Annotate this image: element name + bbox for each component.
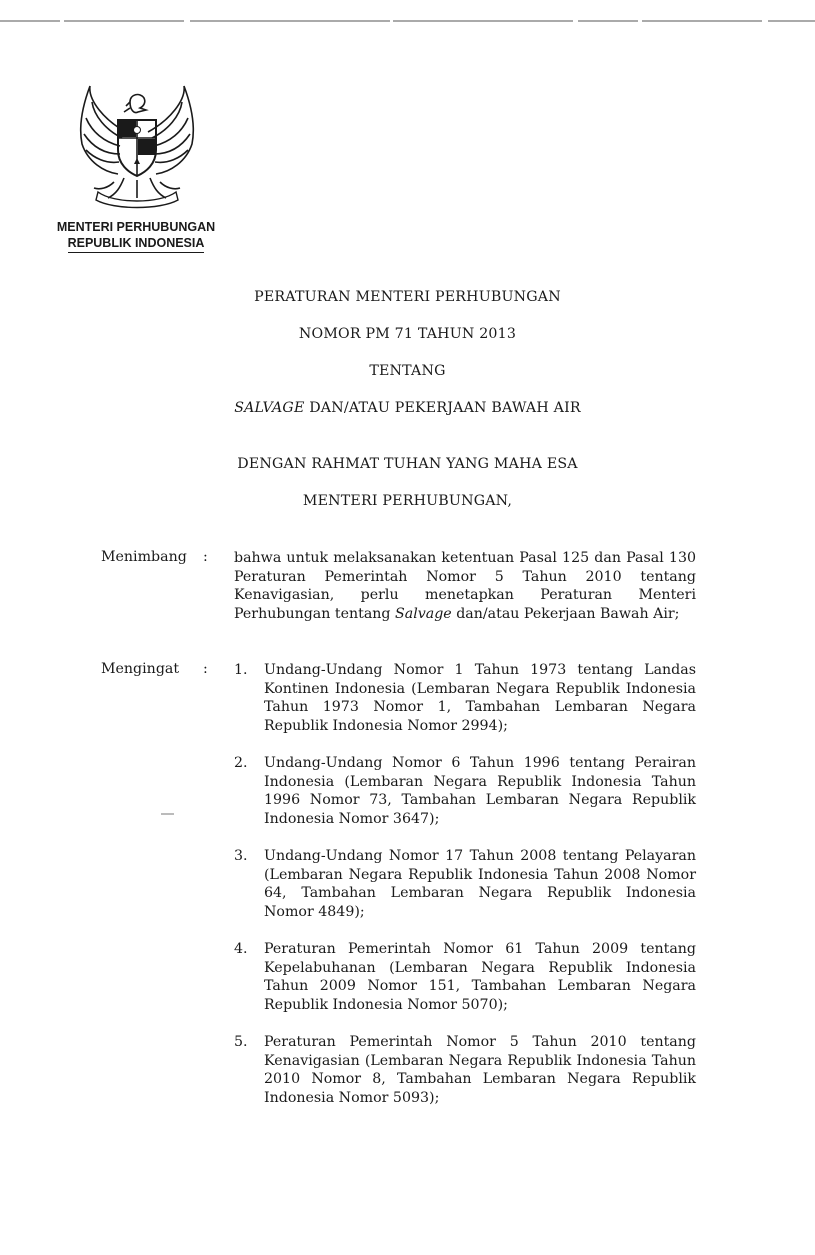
list-item bbox=[234, 1033, 696, 1107]
official-line: MENTERI PERHUBUNGAN, bbox=[302, 493, 513, 509]
item-text: Undang-Undang Nomor 6 Tahun 1996 tentang Perairan Indonesia (Lembaran Negara Republik Indonesia Tahun 1996 Nomor 73, Tambahan Lembaran Negara Republik Indonesia Nomor 3647); bbox=[264, 755, 696, 827]
subject-rest: DAN/ATAU PEKERJAAN BAWAH AIR bbox=[304, 400, 581, 416]
ministry-name: MENTERI PERHUBUNGAN bbox=[56, 220, 216, 234]
menimbang-text-italic: Salvage bbox=[395, 605, 452, 622]
item-text: Peraturan Pemerintah Nomor 5 Tahun 2010 tentang Kenavigasian (Lembaran Negara Republik Indonesia Tahun 2010 Nomor 8, Tambahan Lembaran Negara Republik Indonesia Nomor 5093); bbox=[264, 1034, 696, 1106]
list-item bbox=[234, 661, 696, 735]
list-item bbox=[234, 847, 696, 921]
scan-speck bbox=[161, 813, 174, 815]
subject-italic: SALVAGE bbox=[234, 400, 305, 416]
mengingat-label: Mengingat bbox=[101, 661, 180, 677]
menimbang-label: Menimbang bbox=[101, 549, 187, 565]
scan-edge-line bbox=[0, 20, 815, 22]
item-text: Undang-Undang Nomor 17 Tahun 2008 tentang Pelayaran (Lembaran Negara Republik Indonesia Tahun 2008 Nomor 64, Tambahan Lembaran Negara Republik Indonesia Nomor 4849); bbox=[264, 848, 696, 920]
ministry-letterhead bbox=[46, 219, 226, 253]
regulation-title: PERATURAN MENTERI PERHUBUNGAN bbox=[254, 289, 561, 305]
menimbang-text-part1: bahwa untuk melaksanakan ketentuan Pasal 125 dan Pasal 130 Peraturan Pemerintah Nomor 5 Tahun 2010 tentang Kenavigasian, perlu menetapkan Peraturan Menteri Perhubungan tentang bbox=[234, 550, 696, 622]
garuda-pancasila-icon bbox=[74, 80, 200, 216]
item-text: Peraturan Pemerintah Nomor 61 Tahun 2009 tentang Kepelabuhanan (Lembaran Negara Republik Indonesia Tahun 2009 Nomor 151, Tambahan Lembaran Negara Republik Indonesia Nomor 5070); bbox=[264, 941, 696, 1013]
mengingat-colon: : bbox=[203, 661, 208, 677]
regulation-number: NOMOR PM 71 TAHUN 2013 bbox=[298, 326, 517, 342]
list-item bbox=[234, 940, 696, 1014]
regulation-subject bbox=[0, 400, 815, 416]
item-text: Undang-Undang Nomor 1 Tahun 1973 tentang Landas Kontinen Indonesia (Lembaran Negara Republik Indonesia Tahun 1973 Nomor 1, Tambahan Lembaran Negara Republik Indonesia Nomor 2994); bbox=[264, 662, 696, 734]
menimbang-text bbox=[234, 549, 696, 623]
item-number: 5. bbox=[234, 1034, 248, 1050]
menimbang-colon: : bbox=[203, 549, 208, 565]
menimbang-text-part2: dan/atau Pekerjaan Bawah Air; bbox=[451, 605, 680, 622]
item-number: 3. bbox=[234, 848, 248, 864]
regulation-about: TENTANG bbox=[369, 363, 446, 379]
republic-name: REPUBLIK INDONESIA bbox=[68, 235, 205, 253]
item-number: 2. bbox=[234, 755, 248, 771]
item-number: 4. bbox=[234, 941, 248, 957]
list-item bbox=[234, 754, 696, 828]
blessing-line: DENGAN RAHMAT TUHAN YANG MAHA ESA bbox=[237, 456, 578, 472]
item-number: 1. bbox=[234, 662, 248, 678]
